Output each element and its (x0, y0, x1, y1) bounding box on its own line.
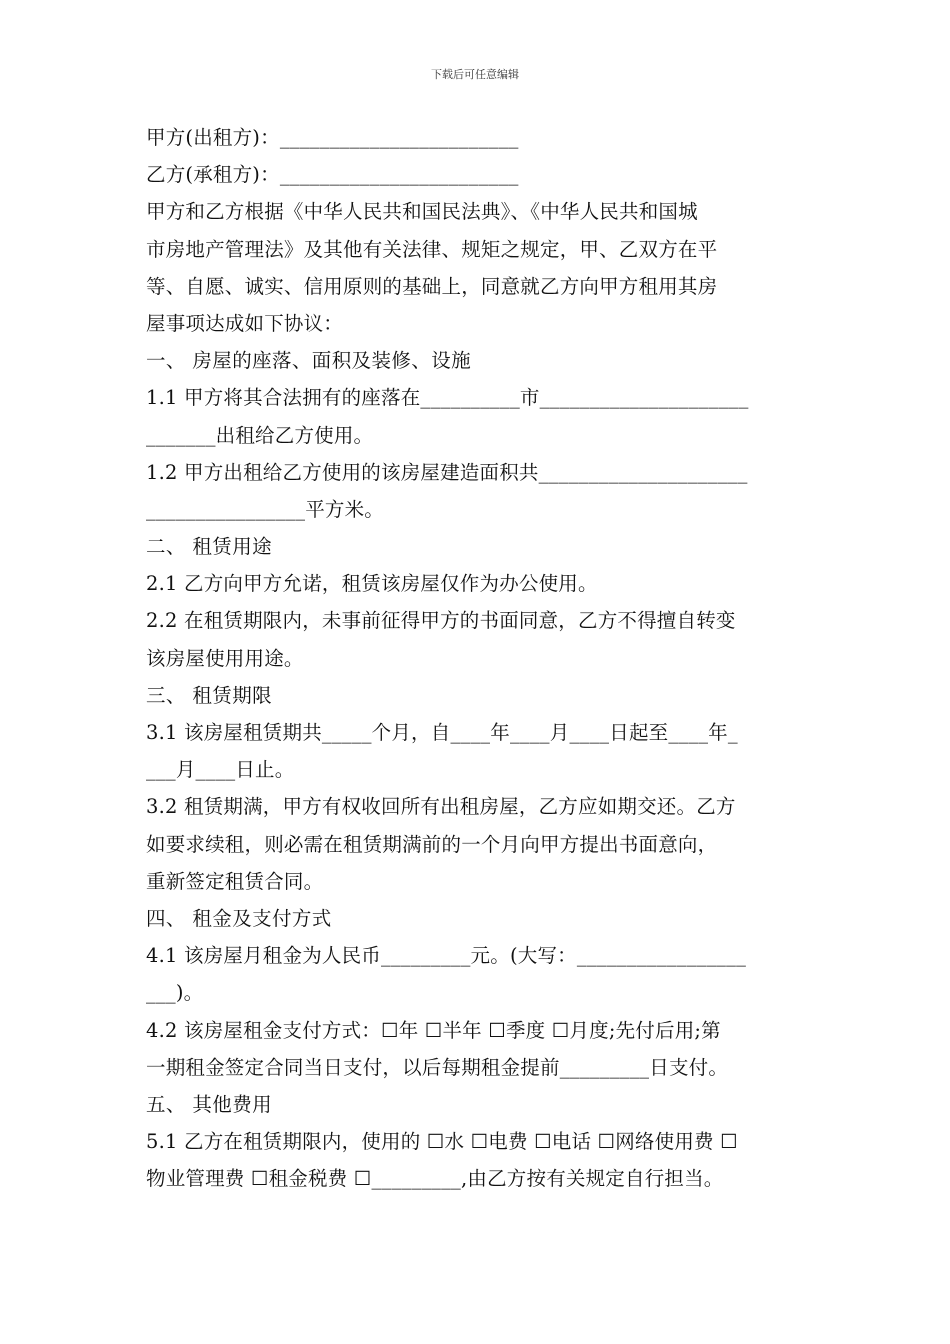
clause-5-1-cont: 物业管理费 ☐租金税费 ☐_________,由乙方按有关规定自行担当。 (146, 1167, 724, 1191)
intro-paragraph-line: 屋事项达成如下协议： (146, 311, 344, 335)
clause-4-1: 4.1 该房屋月租金为人民币_________元。(大写：_________________ (146, 944, 747, 968)
clause-4-2-cont: 一期租金签定合同当日支付，以后每期租金提前_________日支付。 (146, 1055, 729, 1079)
party-b-line: 乙方(承租方)：________________________ (146, 163, 519, 187)
clause-5-1: 5.1 乙方在租赁期限内，使用的 ☐水 ☐电费 ☐电话 ☐网络使用费 ☐ (146, 1130, 738, 1154)
document-body (146, 119, 810, 1197)
clause-4-1-cont: ___)。 (146, 981, 204, 1005)
clause-3-2-cont: 如要求续租，则必需在租赁期满前的一个月向甲方提出书面意向， (146, 832, 718, 856)
party-a-line: 甲方(出租方)：________________________ (146, 126, 519, 149)
clause-2-2-cont: 该房屋使用用途。 (146, 646, 304, 670)
intro-paragraph-line: 等、自愿、诚实、信用原则的基础上，同意就乙方向甲方租用其房 (146, 274, 718, 298)
clause-1-2: 1.2 甲方出租给乙方使用的该房屋建造面积共_____________________ (146, 460, 748, 484)
clause-3-2-cont: 重新签定租赁合同。 (146, 869, 324, 893)
clause-1-1-cont: _______出租给乙方使用。 (146, 423, 374, 447)
clause-1-1: 1.1 甲方将其合法拥有的座落在__________市_____________________ (146, 386, 749, 410)
clause-3-1-cont: ___月____日止。 (146, 758, 295, 782)
section-heading-1: 一、 房屋的座落、面积及装修、设施 (146, 349, 471, 373)
clause-4-2: 4.2 该房屋租金支付方式：☐年 ☐半年 ☐季度 ☐月度;先付后用;第 (146, 1018, 721, 1042)
intro-paragraph-line: 甲方和乙方根据《中华人民共和国民法典》、《中华人民共和国城 (146, 200, 698, 224)
section-heading-3: 三、 租赁期限 (146, 683, 272, 707)
clause-3-2: 3.2 租赁期满，甲方有权收回所有出租房屋，乙方应如期交还。乙方 (146, 795, 736, 819)
clause-3-1: 3.1 该房屋租赁期共_____个月，自____年____月____日起至____年_ (146, 721, 738, 744)
page-header: 下载后可任意编辑 (431, 68, 519, 81)
clause-1-2-cont: ________________平方米。 (146, 497, 384, 521)
section-heading-2: 二、 租赁用途 (146, 535, 272, 559)
clause-2-1: 2.1 乙方向甲方允诺，租赁该房屋仅作为办公使用。 (146, 572, 598, 596)
section-heading-4: 四、 租金及支付方式 (146, 906, 332, 930)
clause-2-2: 2.2 在租赁期限内，未事前征得甲方的书面同意，乙方不得擅自转变 (146, 609, 736, 633)
section-heading-5: 五、 其他费用 (146, 1092, 272, 1116)
intro-paragraph-line: 市房地产管理法》及其他有关法律、规矩之规定，甲、乙双方在平 (146, 237, 718, 261)
